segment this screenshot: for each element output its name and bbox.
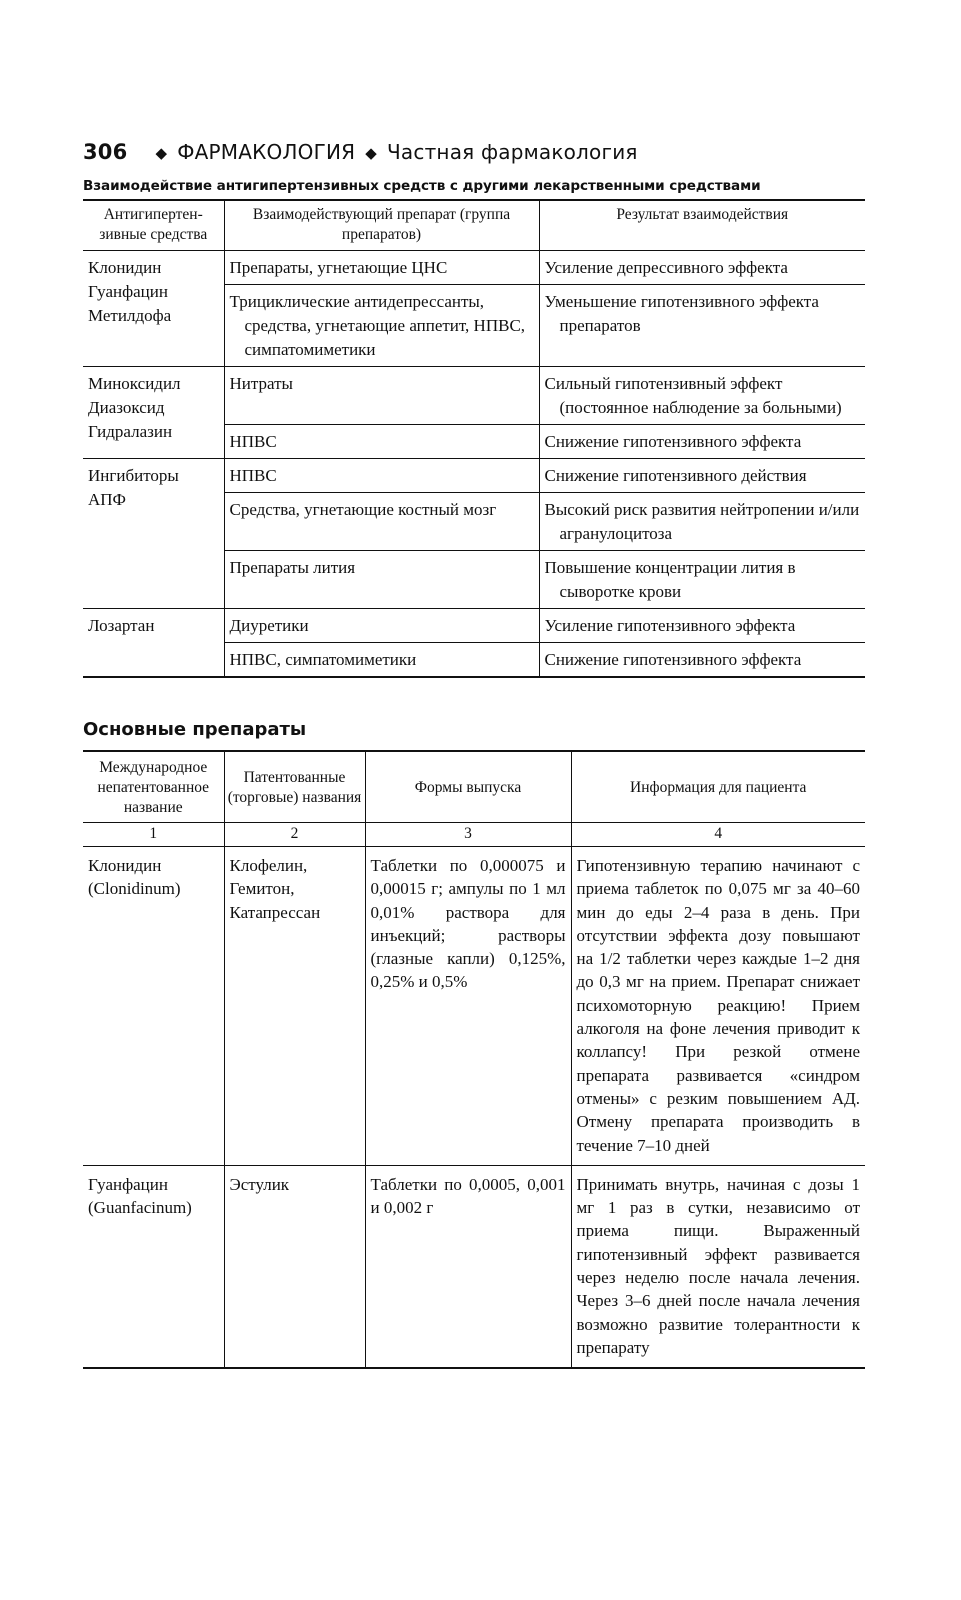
- book-page: [83, 140, 865, 1369]
- result-cell: Снижение гипотензивного эффекта: [539, 643, 865, 678]
- interaction-table: [83, 199, 865, 678]
- drug-cell: НПВС, симпатомиметики: [224, 643, 539, 678]
- drug-cell: Препараты лития: [224, 551, 539, 609]
- drug-cell: Препараты, угнетающие ЦНС: [224, 251, 539, 285]
- result-cell: Усиление депрессивного эффекта: [539, 251, 865, 285]
- column-number-row: [83, 823, 865, 847]
- main-drugs-table: [83, 750, 865, 1369]
- column-number: 1: [83, 823, 224, 847]
- table-row: [83, 459, 865, 493]
- table-row: [83, 1165, 865, 1368]
- inn-cell: Гуанфацин (Guanfacinum): [83, 1165, 224, 1368]
- column-number: 2: [224, 823, 365, 847]
- column-header: Формы выпуска: [365, 751, 571, 823]
- agent-cell: Ингибиторы АПФ: [83, 459, 224, 609]
- column-number: 3: [365, 823, 571, 847]
- column-header: Патентованные (торговые) названия: [224, 751, 365, 823]
- diamond-icon: ◆: [155, 144, 168, 162]
- agent-cell: Миноксидил Диазоксид Гидралазин: [83, 367, 224, 459]
- table-row: [83, 367, 865, 425]
- result-cell: Уменьшение гипотензивного эффекта препаратов: [539, 285, 865, 367]
- column-number: 4: [571, 823, 865, 847]
- column-header: Информация для пациента: [630, 779, 807, 796]
- column-header: Международное непатентованное название: [83, 751, 224, 823]
- column-header: Результат взаимодействия: [539, 200, 865, 251]
- result-cell: Сильный гипотензивный эффект (постоянное наблюдение за больными): [539, 367, 865, 425]
- forms-cell: Таблетки по 0,0005, 0,001 и 0,002 г: [365, 1165, 571, 1368]
- drug-cell: Средства, угнетающие костный мозг: [224, 493, 539, 551]
- drug-cell: Диуретики: [224, 609, 539, 643]
- drug-cell: НПВС: [224, 459, 539, 493]
- diamond-icon: ◆: [365, 144, 378, 162]
- drug-cell: Трициклические антидепрессанты, средства, угнетающие аппетит, НПВС, симпатомиметики: [224, 285, 539, 367]
- agent-cell: Лозартан: [83, 609, 224, 678]
- forms-cell: Таблетки по 0,000075 и 0,00015 г; ампулы по 1 мл 0,01% раствора для инъекций; растворы (глазные капли) 0,125%, 0,25% и 0,5%: [365, 847, 571, 1166]
- result-cell: Усиление гипотензивного эффекта: [539, 609, 865, 643]
- patient-info-cell: Принимать внутрь, начиная с дозы 1 мг 1 раз в сутки, независимо от приема пищи. Выраженный гипотензивный эффект развивается через неделю после начала лечения. Через 3–6 дней после начала лечения возможно развитие толерантности к препарату: [571, 1165, 865, 1368]
- table-row: [83, 847, 865, 1166]
- inn-cell: Клонидин (Clonidinum): [83, 847, 224, 1166]
- table-row: [83, 609, 865, 643]
- book-title: ФАРМАКОЛОГИЯ: [177, 140, 356, 164]
- trade-name-cell: Эстулик: [224, 1165, 365, 1368]
- running-header: [83, 140, 865, 174]
- column-header: Антигипертен-зивные средства: [83, 200, 224, 251]
- interaction-table-caption: Взаимодействие антигипертензивных средств с другими лекарственными средствами: [83, 178, 761, 194]
- column-header: Взаимодействующий препарат (группа препаратов): [224, 200, 539, 251]
- drug-cell: Нитраты: [224, 367, 539, 425]
- result-cell: Повышение концентрации лития в сыворотке крови: [539, 551, 865, 609]
- section-title: Основные препараты: [83, 719, 307, 740]
- page-number: 306: [83, 140, 128, 164]
- table-row: [83, 251, 865, 285]
- result-cell: Снижение гипотензивного эффекта: [539, 425, 865, 459]
- patient-info-cell: Гипотензивную терапию начинают с приема таблеток по 0,075 мг за 40–60 мин до еды 2–4 раза в день. При отсутствии эффекта дозу повышают на 1/2 таблетки через каждые 1–2 дня до 0,3 мг на прием. Препарат снижает психомоторную реакцию! Прием алкоголя на фоне лечения приводит к коллапсу! При резкой отмене препарата развивается «синдром отмены» с резким повышением АД. Отмену препарата производить в течение 7–10 дней: [576, 856, 860, 1155]
- result-cell: Высокий риск развития нейтропении и/или агранулоцитоза: [539, 493, 865, 551]
- drug-cell: НПВС: [224, 425, 539, 459]
- result-cell: Снижение гипотензивного действия: [539, 459, 865, 493]
- chapter-title: Частная фармакология: [387, 140, 638, 164]
- agent-cell: Клонидин Гуанфацин Метилдофа: [83, 251, 224, 367]
- trade-name-cell: Клофелин, Гемитон, Катапрессан: [224, 847, 365, 1166]
